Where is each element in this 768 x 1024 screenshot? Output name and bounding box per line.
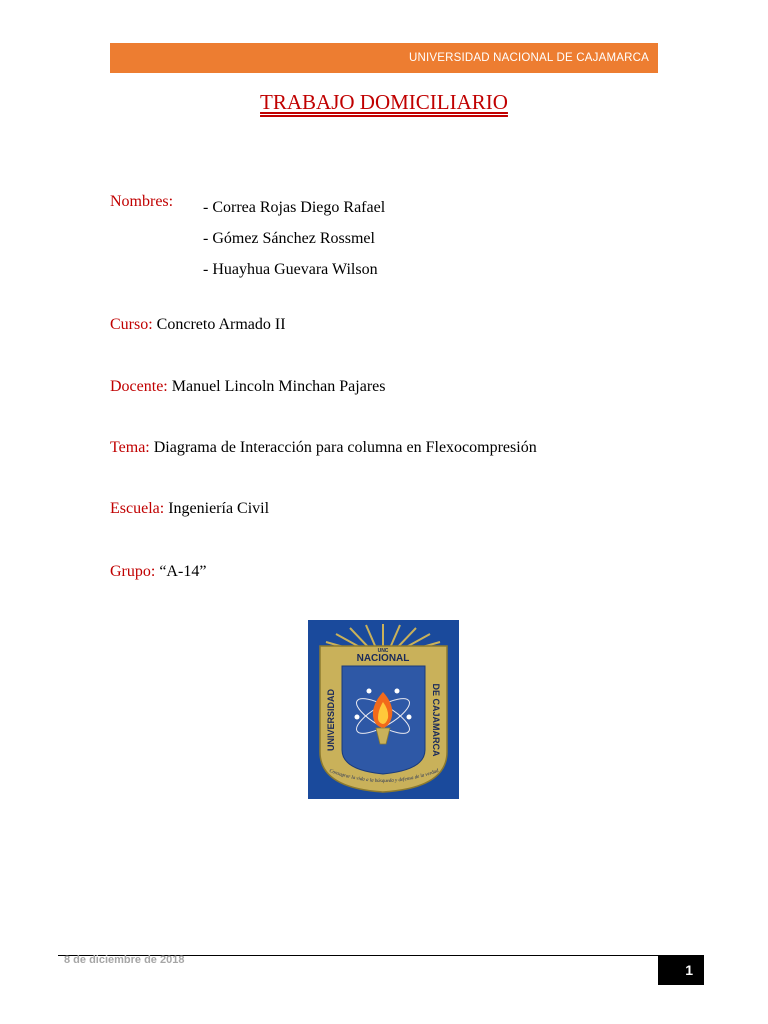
- docente-line: [110, 378, 385, 396]
- escuela-label: Escuela:: [110, 500, 165, 517]
- page-number: 1: [685, 962, 693, 978]
- name-item-2: - Gómez Sánchez Rossmel: [203, 230, 375, 247]
- page-number-box: [658, 956, 704, 985]
- header-university-text: UNIVERSIDAD NACIONAL DE CAJAMARCA: [408, 52, 649, 64]
- escuela-value: Ingeniería Civil: [168, 500, 270, 517]
- tema-value: Diagrama de Interacción para columna en Flexocompresión: [153, 439, 537, 456]
- university-logo: [308, 620, 459, 799]
- curso-value: Concreto Armado II: [156, 316, 286, 333]
- logo-right-text: DE CAJAMARCA: [431, 683, 441, 757]
- logo-motto-text: Consagrar la vida a la búsqueda y defensa de la verdad: [328, 768, 440, 785]
- name-item-3: - Huayhua Guevara Wilson: [203, 261, 378, 278]
- header-band: [110, 43, 658, 73]
- grupo-line: [110, 563, 206, 581]
- logo-left-text: UNIVERSIDAD: [326, 688, 336, 752]
- tema-line: [110, 439, 537, 457]
- escuela-line: [110, 500, 269, 518]
- footer-date: 8 de diciembre de 2018: [64, 954, 185, 966]
- grupo-label: Grupo:: [110, 563, 156, 580]
- docente-label: Docente:: [110, 378, 168, 395]
- logo-nacional-text: NACIONAL: [356, 653, 410, 664]
- grupo-value: “A-14”: [159, 563, 207, 580]
- curso-line: [110, 316, 286, 334]
- document-title: [0, 90, 768, 115]
- nombres-label: Nombres:: [110, 193, 174, 210]
- document-title-text: TRABAJO DOMICILIARIO: [260, 90, 508, 114]
- name-item-1: - Correa Rojas Diego Rafael: [203, 199, 386, 216]
- curso-label: Curso:: [110, 316, 153, 333]
- logo-unc-text: UNC: [377, 648, 389, 654]
- tema-label: Tema:: [110, 439, 150, 456]
- docente-value: Manuel Lincoln Minchan Pajares: [171, 378, 386, 395]
